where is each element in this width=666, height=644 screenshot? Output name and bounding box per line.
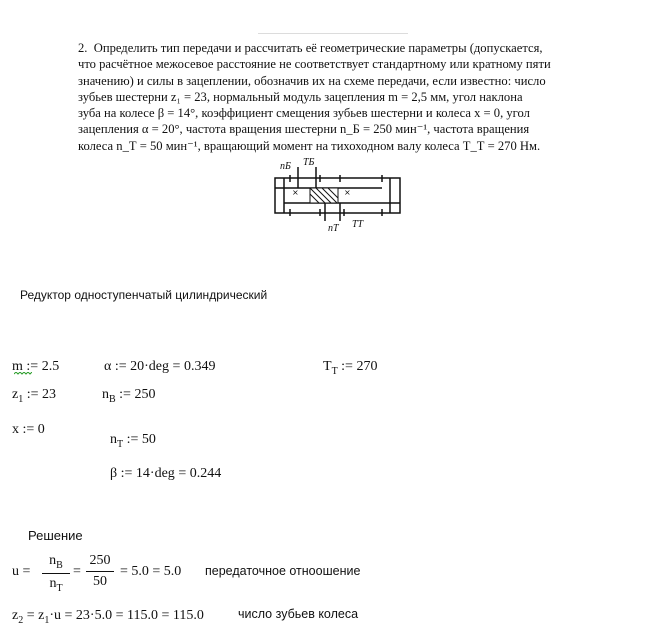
task-line-4: зубьев шестерни z₁ = 23, нормальный модуль зацепления m = 2,5 мм, угол наклона [78,89,523,104]
label-n-t: nТ [328,223,339,234]
label-n-b: nБ [280,161,291,172]
input-n-t: $n_T$ := 50 [110,432,156,450]
input-x: x := 0 [12,422,45,437]
u-fraction-symbolic: $n_B$ $n_T$ [42,553,70,594]
cross-mark-left: × [292,188,299,197]
label-t-b: TБ [303,157,315,168]
z2-formula: $z_2 = z_1\cdot u = 23\cdot 5.0 = 115.0 = 115.0$ [12,608,204,626]
u-lhs: u = [12,564,31,579]
u-result: = 5.0 = 5.0 [120,564,182,579]
label-t-t: TТ [352,219,364,230]
task-line-3: значению) и силы в зацеплении, обозначив их на схеме передачи, если известно: число [78,73,546,88]
task-line-6: зацепления α = 20°, частота вращения шестерни n_Б = 250 мин⁻¹, частота вращения [78,122,530,137]
input-n-b: $n_B$ := 250 [102,387,156,405]
u-equals-1: = [73,564,81,579]
task-line-2: что расчётное межосевое расстояние не соответствует стандартному или кратному пяти [78,57,551,72]
u-comment: передаточное отноошение [205,564,361,578]
input-torque-t: $T_T$ := 270 [323,359,378,377]
input-beta: β := 14·deg = 0.244 [110,466,222,481]
z2-comment: число зубьев колеса [238,607,359,621]
cross-mark-right: × [344,188,351,197]
gear-scheme-diagram [270,155,410,235]
u-fraction-numeric: 250 50 [86,553,114,590]
squiggle-underline [14,372,32,376]
input-m: m := 2.5 [12,359,60,374]
task-statement [78,40,598,154]
task-line-1: 2. Определить тип передачи и рассчитать её геометрические параметры (допускается, [78,41,543,55]
input-alpha: α := 20·deg = 0.349 [104,359,216,374]
solution-title: Решение [28,528,83,543]
gear-mesh-hatch [310,188,338,203]
input-z1: $z_1$ := 23 [12,387,57,405]
section-heading: Редуктор одноступенчатый цилиндрический [20,288,268,302]
task-line-5: зуба на колесе β = 14°, коэффициент смещения зубьев шестерни и колеса x = 0, угол [78,106,530,121]
top-divider [258,33,408,34]
task-line-7: колеса n_Т = 50 мин⁻¹, вращающий момент на тихоходном валу колеса T_Т = 270 Нм. [78,138,541,153]
